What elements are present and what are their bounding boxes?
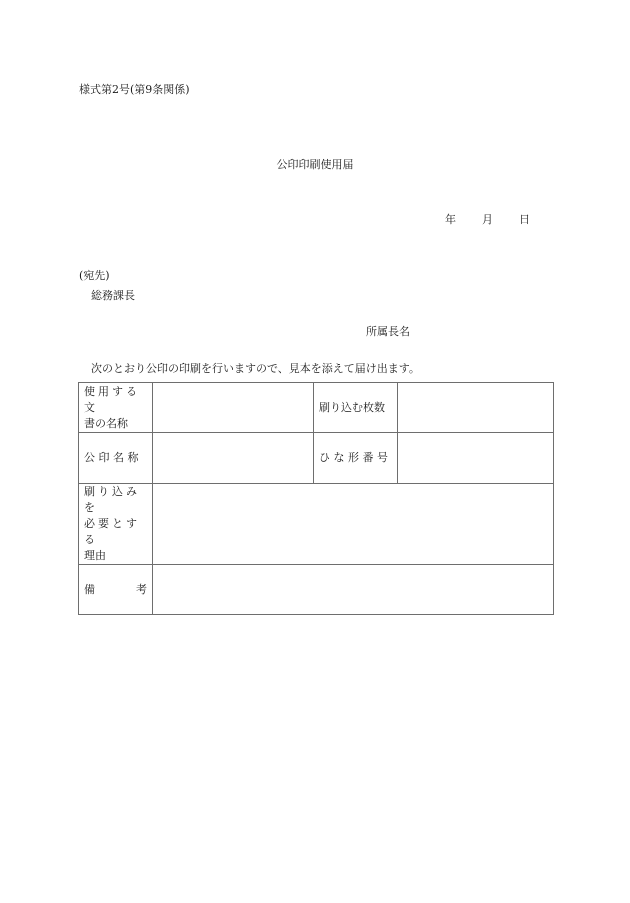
signer-label: 所属長名 (366, 325, 410, 338)
label-part: 備 (84, 582, 95, 596)
label-line: 刷り込みを (84, 485, 140, 514)
day-label: 日 (519, 213, 530, 226)
print-count-field[interactable] (398, 383, 554, 433)
label-part: 考 (136, 582, 147, 596)
document-title-text: 公印印刷使用届 (276, 158, 354, 171)
table-row (79, 433, 554, 484)
template-number-field[interactable] (398, 433, 554, 484)
date-line (445, 211, 530, 227)
label-line: 使用する文 (84, 384, 140, 414)
year-label: 年 (445, 213, 456, 226)
month-label: 月 (482, 213, 493, 226)
reason-label (79, 484, 153, 565)
document-name-field[interactable] (153, 383, 314, 433)
remarks-label (79, 565, 153, 615)
seal-name-field[interactable] (153, 433, 314, 484)
addressee-label: (宛先) (79, 269, 110, 282)
remarks-field[interactable] (153, 565, 554, 615)
table-row (79, 565, 554, 615)
print-count-label: 刷り込む枚数 (314, 383, 398, 433)
table-row (79, 383, 554, 433)
document-name-label (79, 383, 153, 433)
table-row (79, 484, 554, 565)
form-number: 様式第2号(第9条関係) (79, 83, 190, 96)
reason-field[interactable] (153, 484, 554, 565)
label-line: 理由 (84, 549, 106, 562)
label-line: 必要とする (84, 517, 140, 546)
remarks-label-text (84, 582, 147, 598)
addressee-name: 総務課長 (91, 289, 135, 302)
template-number-label: ひ な 形 番 号 (314, 433, 398, 484)
label-line: 書の名称 (84, 416, 128, 430)
seal-name-label: 公 印 名 称 (79, 433, 153, 484)
intro-text: 次のとおり公印の印刷を行いますので、見本を添えて届け出ます。 (91, 362, 420, 375)
document-title (0, 156, 630, 172)
form-table (78, 382, 554, 615)
